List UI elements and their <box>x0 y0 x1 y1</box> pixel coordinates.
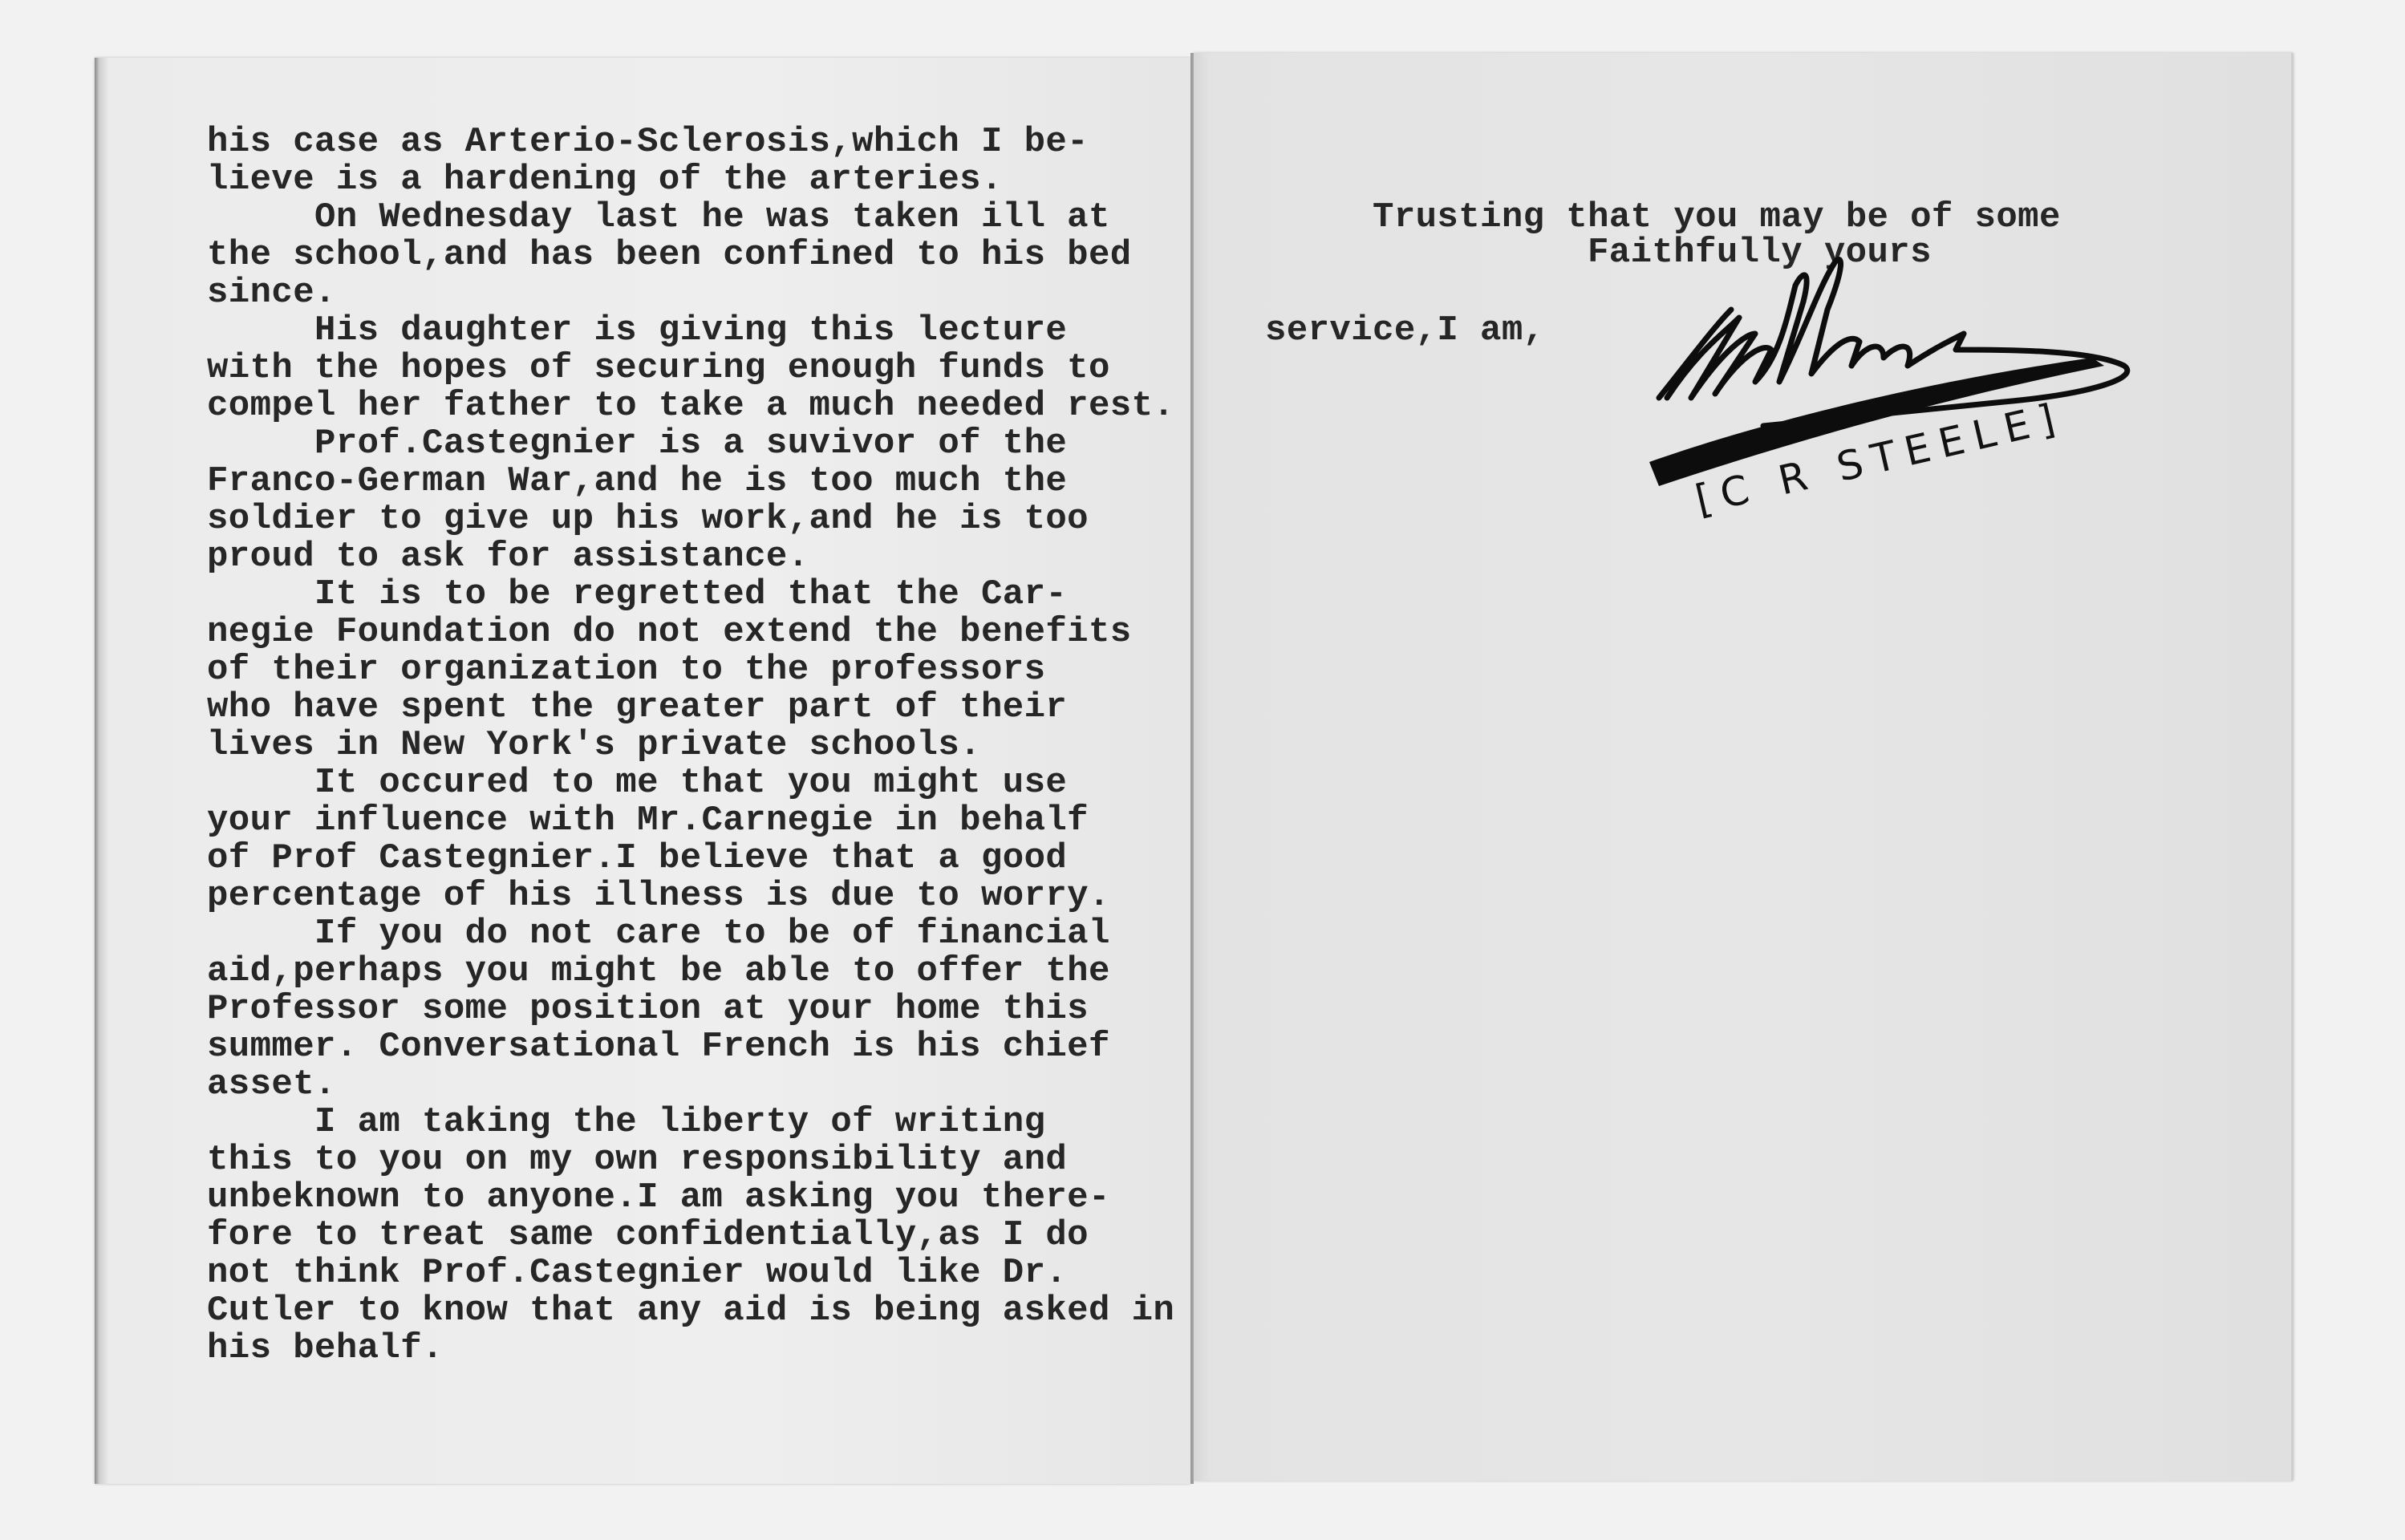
text-line: the school,and has been confined to his bed <box>207 235 1132 275</box>
text-line: I am taking the liberty of writing <box>207 1102 1046 1142</box>
text-line: your influence with Mr.Carnegie in behalf <box>207 800 1089 841</box>
text-line: On Wednesday last he was taken ill at <box>207 197 1110 237</box>
text-line: since. <box>207 273 336 313</box>
text-line: aid,perhaps you might be able to offer the <box>207 951 1110 991</box>
text-line: his case as Arterio-Sclerosis,which I be- <box>207 122 1089 162</box>
text-line: of their organization to the professors <box>207 650 1046 690</box>
text-line: asset. <box>207 1064 336 1104</box>
text-line: who have spent the greater part of their <box>207 687 1068 727</box>
text-line: his behalf. <box>207 1328 444 1368</box>
text-line: service,I am, <box>1265 310 1545 351</box>
text-line: of Prof Castegnier.I believe that a good <box>207 838 1068 878</box>
text-line: summer. Conversational French is his chief <box>207 1027 1110 1067</box>
text-line: negie Foundation do not extend the benefits <box>207 612 1132 652</box>
text-line: It is to be regretted that the Car- <box>207 574 1068 614</box>
text-line: soldier to give up his work,and he is too <box>207 499 1089 539</box>
printed-name-annotation: [C R STEELE] <box>1691 393 2069 524</box>
text-line: proud to ask for assistance. <box>207 537 809 577</box>
text-line: this to you on my own responsibility and <box>207 1140 1068 1180</box>
text-line: If you do not care to be of financial <box>207 914 1110 954</box>
text-line: His daughter is giving this lecture <box>207 310 1068 351</box>
text-line: fore to treat same confidentially,as I do <box>207 1215 1089 1255</box>
left-letter-page <box>95 58 1190 1484</box>
right-letter-page <box>1194 53 2293 1481</box>
text-line: with the hopes of securing enough funds to <box>207 348 1110 388</box>
text-line: lieve is a hardening of the arteries. <box>207 160 1003 200</box>
valediction: Faithfully yours <box>1588 233 1932 273</box>
text-line: percentage of his illness is due to worry. <box>207 876 1110 916</box>
text-line: Prof.Castegnier is a suvivor of the <box>207 424 1068 464</box>
text-line: compel her father to take a much needed rest. <box>207 386 1175 426</box>
text-line: Professor some position at your home this <box>207 989 1089 1029</box>
text-line: Franco-German War,and he is too much the <box>207 461 1068 501</box>
text-line: It occured to me that you might use <box>207 763 1068 803</box>
text-line: lives in New York's private schools. <box>207 725 981 765</box>
text-line: not think Prof.Castegnier would like Dr. <box>207 1253 1068 1293</box>
letter-body-text <box>207 124 1174 1368</box>
text-line: Cutler to know that any aid is being asked in <box>207 1291 1175 1331</box>
text-line: unbeknown to anyone.I am asking you there- <box>207 1177 1110 1218</box>
text-line: Trusting that you may be of some <box>1265 197 2061 237</box>
